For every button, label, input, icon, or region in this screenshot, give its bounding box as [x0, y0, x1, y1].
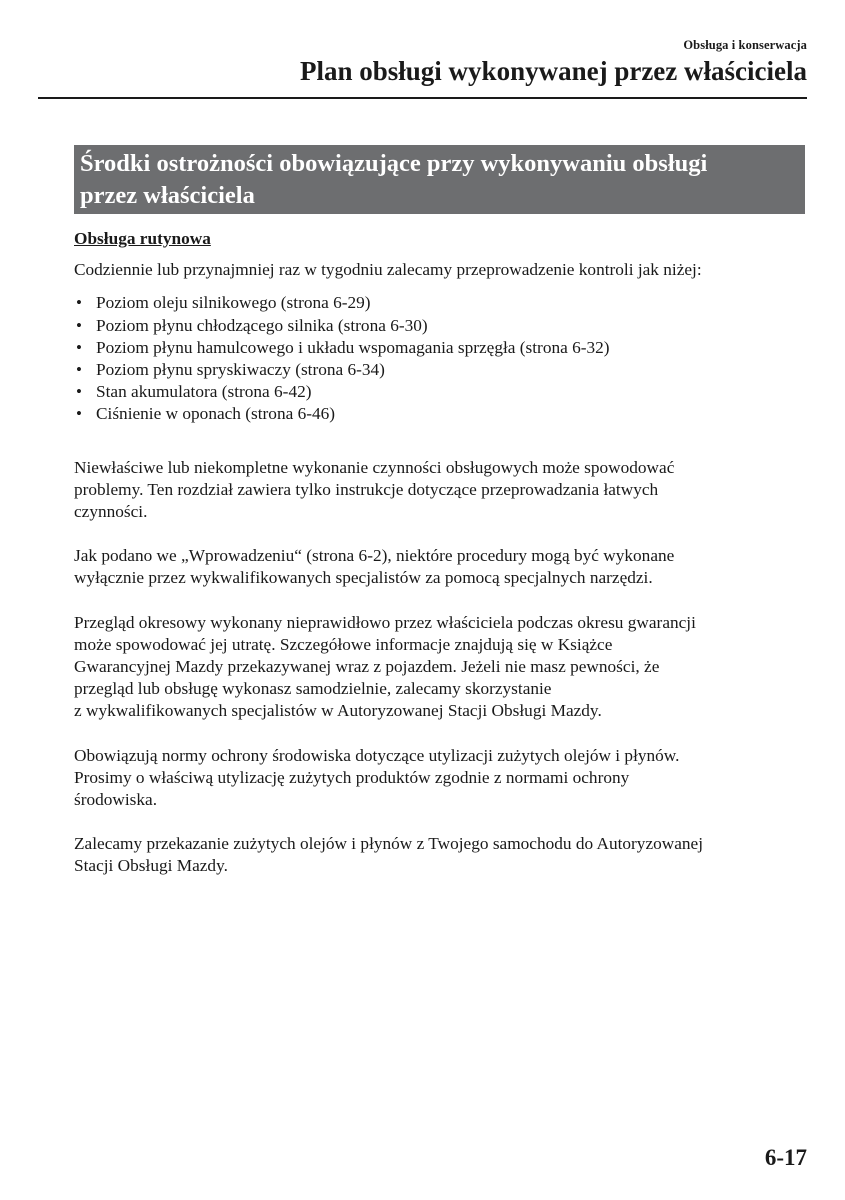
paragraph-line: problemy. Ten rozdział zawiera tylko instrukcje dotyczące przeprowadzania łatwych: [74, 479, 659, 499]
paragraph-line: Stacji Obsługi Mazdy.: [74, 856, 228, 876]
paragraph-incomplete-maintenance: [74, 457, 814, 524]
paragraph-qualified-specialists: [74, 545, 814, 589]
paragraph-line: wyłącznie przez wykwalifikowanych specjalistów za pomocą specjalnych narzędzi.: [74, 568, 653, 588]
subheading-routine-maintenance: Obsługa rutynowa: [74, 229, 211, 248]
paragraph-line: Prosimy o właściwą utylizację zużytych produktów zgodnie z normami ochrony: [74, 767, 630, 787]
main-content: [74, 228, 814, 900]
intro-paragraph: Codziennie lub przynajmniej raz w tygodniu zalecamy przeprowadzenie kontroli jak niżej:: [74, 260, 702, 280]
paragraph-environment: [74, 745, 814, 812]
section-heading-line: przez właściciela: [80, 182, 255, 209]
paragraph-line: przegląd lub obsługę wykonasz samodzielnie, zalecamy skorzystanie: [74, 679, 552, 699]
paragraph-line: Przegląd okresowy wykonany nieprawidłowo przez właściciela podczas okresu gwarancji: [74, 612, 696, 632]
checklist-item: • Poziom oleju silnikowego (strona 6-29): [74, 292, 814, 314]
paragraph-line: Gwarancyjnej Mazdy przekazywanej wraz z pojazdem. Jeżeli nie masz pewności, że: [74, 657, 660, 677]
paragraph-line: czynności.: [74, 502, 148, 522]
paragraph-line: Zalecamy przekazanie zużytych olejów i płynów z Twojego samochodu do Autoryzowanej: [74, 834, 704, 854]
paragraph-line: Jak podano we „Wprowadzeniu“ (strona 6-2), niektóre procedury mogą być wykonane: [74, 546, 675, 566]
paragraph-line: Niewłaściwe lub niekompletne wykonanie czynności obsługowych może spowodować: [74, 457, 675, 477]
header-divider: [38, 97, 807, 99]
checklist-item: • Stan akumulatora (strona 6-42): [74, 381, 814, 403]
section-heading-line: Środki ostrożności obowiązujące przy wykonywaniu obsługi: [80, 150, 708, 177]
page-number: 6-17: [764, 1145, 807, 1170]
paragraph-warranty: [74, 612, 814, 723]
checklist-item: • Ciśnienie w oponach (strona 6-46): [74, 403, 814, 425]
section-label: Obsługa i konserwacja: [683, 38, 807, 52]
paragraph-line: Obowiązują normy ochrony środowiska dotyczące utylizacji zużytych olejów i płynów.: [74, 745, 680, 765]
paragraph-line: środowiska.: [74, 790, 158, 810]
checklist-item: • Poziom płynu chłodzącego silnika (strona 6-30): [74, 315, 814, 337]
checklist-item: • Poziom płynu spryskiwaczy (strona 6-34): [74, 359, 814, 381]
paragraph-disposal-recommendation: [74, 833, 814, 877]
checklist-item: • Poziom płynu hamulcowego i układu wspomagania sprzęgła (strona 6-32): [74, 337, 814, 359]
page-title: Plan obsługi wykonywanej przez właściciela: [300, 56, 807, 86]
section-heading-banner: [74, 145, 805, 214]
paragraph-line: może spowodować jej utratę. Szczegółowe informacje znajdują się w Książce: [74, 634, 613, 654]
checklist: [74, 292, 814, 425]
paragraph-line: z wykwalifikowanych specjalistów w Autoryzowanej Stacji Obsługi Mazdy.: [74, 701, 602, 721]
